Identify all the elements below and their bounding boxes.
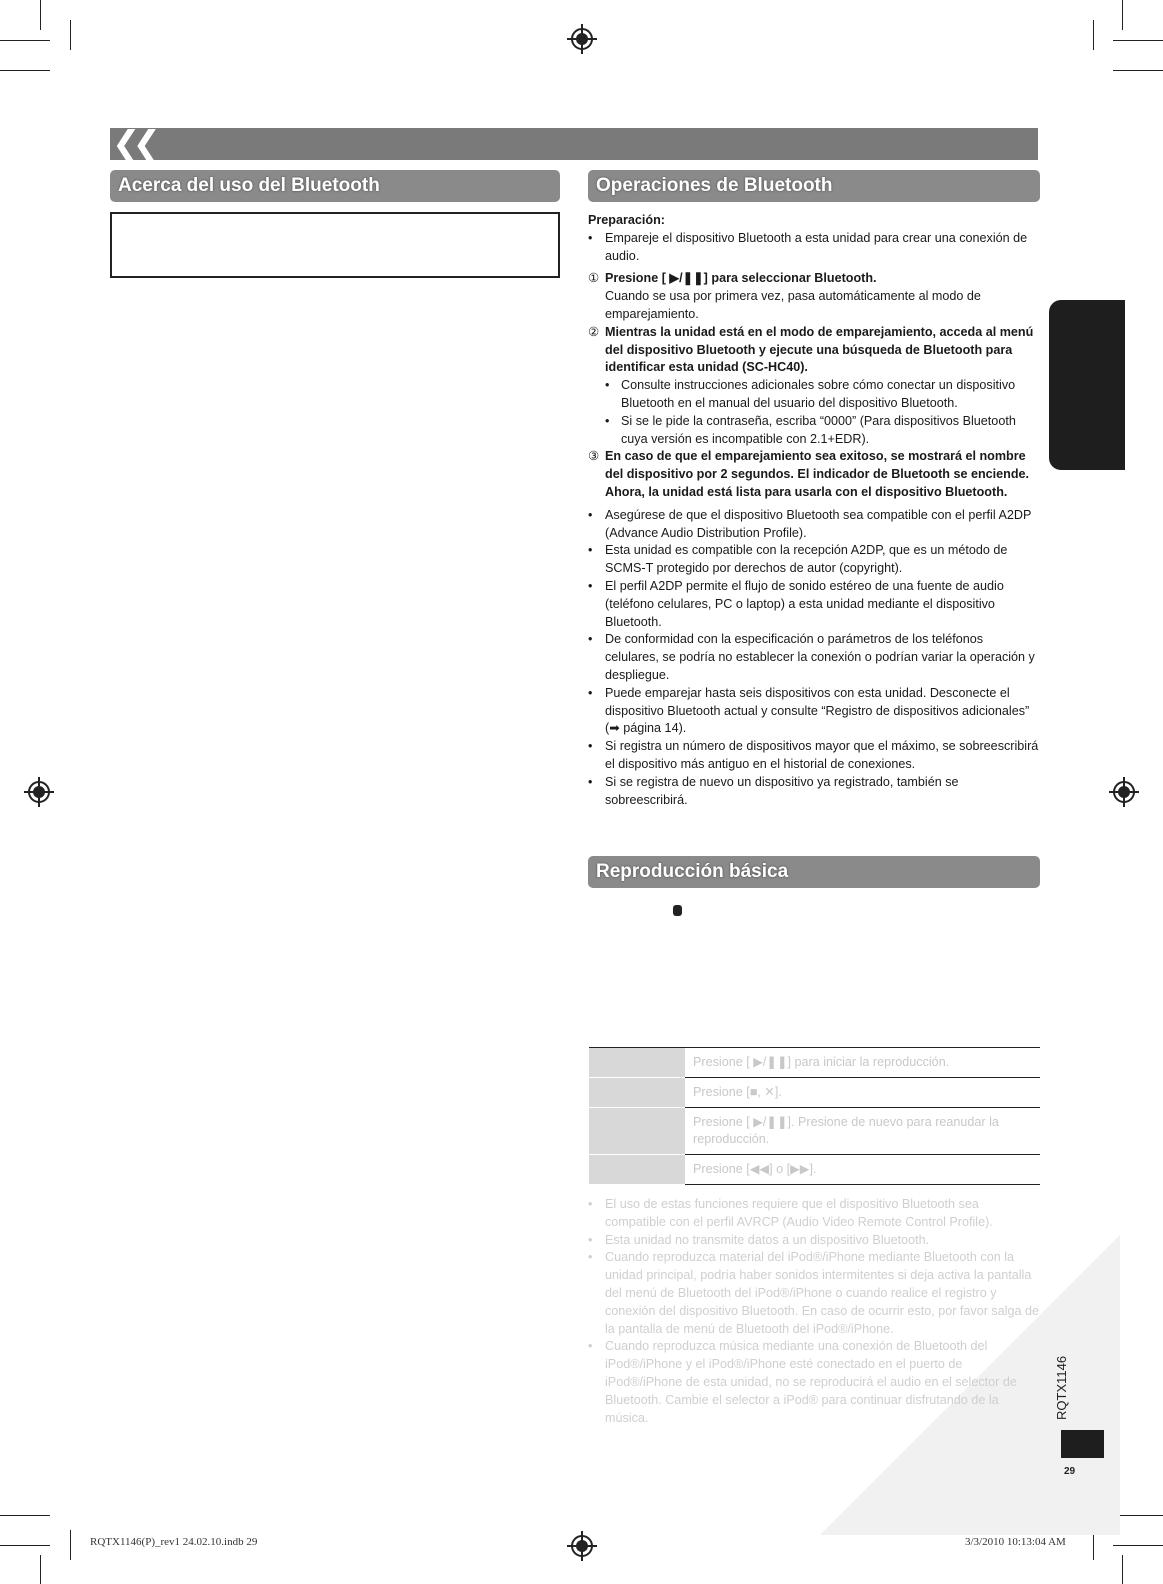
crop-mark <box>70 1530 71 1560</box>
crop-mark <box>40 0 41 30</box>
table-row: Presione [ ▶/❚❚] para iniciar la reproducción. <box>589 1048 1040 1078</box>
section-title-playback: Reproducción básica <box>588 856 1040 888</box>
list-item: • Asegúrese de que el dispositivo Bluetooth sea compatible con el perfil A2DP (Advance Audio Distribution Profile). <box>588 507 1032 540</box>
step-1: ① Presione [ ▶/❚❚] para seleccionar Bluetooth. Cuando se usa por primera vez, pasa automáticamente al modo de emparejamiento. <box>588 271 981 321</box>
controls-table <box>589 1047 1040 1185</box>
operations-content <box>588 212 1040 809</box>
crop-mark <box>40 1555 41 1584</box>
list-item: • Puede emparejar hasta seis dispositivos con esta unidad. Desconecte el dispositivo Bluetooth actual y consulte “Registro de dispositivos adicionales” (➡ página 14). <box>588 685 1030 736</box>
playback-notes <box>588 1196 1040 1427</box>
sub-item: • Si se le pide la contraseña, escriba “0000” (Para dispositivos Bluetooth cuya versión es incompatible con 2.1+EDR). <box>605 413 1016 446</box>
list-item: • Esta unidad es compatible con la recepción A2DP, que es un método de SCMS-T protegido por derechos de autor (copyright). <box>588 543 1008 576</box>
step-2: ② Mientras la unidad está en el modo de emparejamiento, acceda al menú del dispositivo Bluetooth y ejecute una búsqueda de Bluetooth para identificar esta unidad (SC-HC40). <box>588 324 1034 375</box>
crop-mark <box>0 40 50 41</box>
table-row: Presione [■, ✕]. <box>589 1078 1040 1108</box>
crop-mark <box>1113 1545 1163 1546</box>
crop-mark <box>0 70 50 71</box>
top-banner <box>110 124 1038 164</box>
list-item: • Cuando reproduzca música mediante una conexión de Bluetooth del iPod®/iPhone y el iPod®/iPhone esté conectado en el puerto de iPod®/iPhone de esta unidad, no se reproducirá el audio en el selector de Bluetooth. Cambie el selector a iPod® para continuar disfrutando de la música. <box>588 1339 1017 1425</box>
page-marker <box>1061 1430 1104 1458</box>
section-title-left: Acerca del uso del Bluetooth <box>110 170 560 202</box>
list-item: • Si se registra de nuevo un dispositivo ya registrado, también se sobreescribirá. <box>588 774 959 807</box>
table-row: Presione [ ▶/❚❚]. Presione de nuevo para reanudar la reproducción. <box>589 1108 1040 1155</box>
registration-mark-icon <box>571 28 593 50</box>
crop-mark <box>1093 20 1094 50</box>
prep-title: Preparación: <box>588 213 665 227</box>
model-number: RQTX1146 <box>1054 1355 1069 1420</box>
crop-mark <box>1113 1515 1163 1516</box>
registration-mark-icon <box>1113 781 1135 803</box>
list-item: • Si registra un número de dispositivos mayor que el máximo, se sobreescribirá el dispositivo más antiguo en el historial de conexiones. <box>588 739 1039 771</box>
list-item: • El perfil A2DP permite el flujo de sonido estéreo de una fuente de audio (teléfono celulares, PC o laptop) a esta unidad mediante el dispositivo Bluetooth. <box>588 578 1004 629</box>
list-item: • El uso de estas funciones requiere que el dispositivo Bluetooth sea compatible con el perfil AVRCP (Audio Video Remote Control Profile). <box>588 1197 993 1229</box>
bluetooth-icon <box>673 902 682 920</box>
step-3: ③ En caso de que el emparejamiento sea exitoso, se mostrará el nombre del dispositivo por 2 segundos. El indicador de Bluetooth se enciende. Ahora, la unidad está lista para usarla con el dispositivo Bluetooth. <box>588 449 1030 499</box>
crop-mark <box>1113 40 1163 41</box>
list-item: • Empareje el dispositivo Bluetooth a esta unidad para crear una conexión de audio. <box>588 230 1028 263</box>
crop-mark <box>0 1545 50 1546</box>
list-item: • Esta unidad no transmite datos a un dispositivo Bluetooth. <box>588 1232 930 1247</box>
page-number: 29 <box>1064 1466 1076 1477</box>
crop-mark <box>1122 0 1123 30</box>
chevron-left-icon: ❮❮ <box>112 124 153 164</box>
list-item: • Cuando reproduzca material del iPod®/iPhone mediante Bluetooth con la unidad principal, podría haber sonidos intermitentes si deja activa la pantalla del menú de Bluetooth del iPod®/iPhone o cuando realice el registro y conexión del dispositivo Bluetooth. En caso de ocurrir esto, por favor salga de la pantalla de menú de Bluetooth del iPod®/iPhone. <box>588 1250 1040 1336</box>
footer-date: 3/3/2010 10:13:04 AM <box>965 1536 1066 1548</box>
empty-frame <box>110 212 560 278</box>
table-row: Presione [◀◀] o [▶▶]. <box>589 1155 1040 1185</box>
section-title-right: Operaciones de Bluetooth <box>588 170 1040 202</box>
registration-mark-icon <box>571 1535 593 1557</box>
footer-file: RQTX1146(P)_rev1 24.02.10.indb 29 <box>90 1536 258 1548</box>
side-tab <box>1049 300 1125 470</box>
crop-mark <box>70 20 71 50</box>
crop-mark <box>1122 1555 1123 1584</box>
crop-mark <box>0 1515 50 1516</box>
crop-mark <box>1113 70 1163 71</box>
registration-mark-icon <box>28 781 50 803</box>
sub-item: • Consulte instrucciones adicionales sobre cómo conectar un dispositivo Bluetooth en el manual del usuario del dispositivo Bluetooth. <box>605 378 1016 410</box>
list-item: • De conformidad con la especificación o parámetros de los teléfonos celulares, se podría no establecer la conexión o podrían variar la operación y despliegue. <box>588 632 1035 682</box>
